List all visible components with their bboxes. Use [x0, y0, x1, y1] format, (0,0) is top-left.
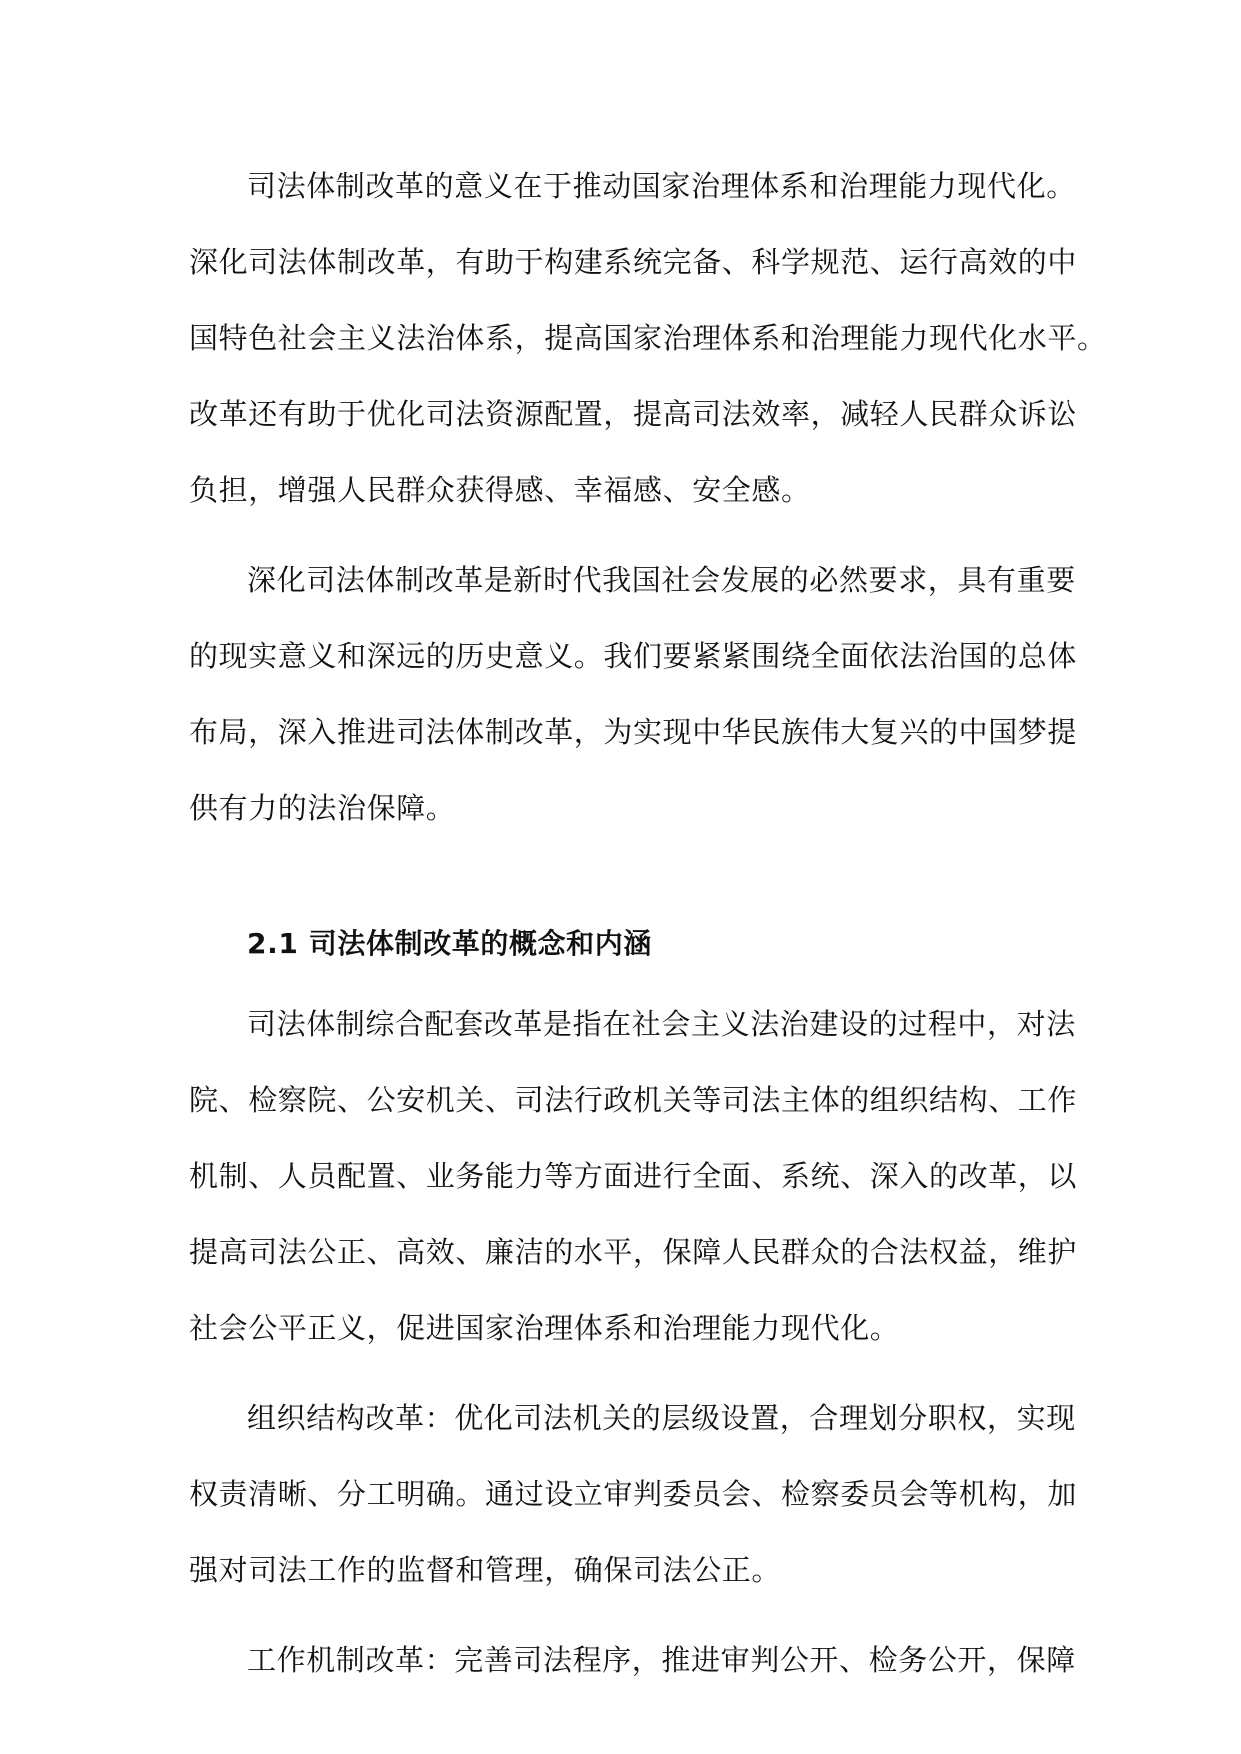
text-line: 改革还有助于优化司法资源配置，提高司法效率，减轻人民群众诉讼 — [189, 397, 1078, 431]
paragraph-definition — [189, 986, 1078, 1366]
text-line: 提高司法公正、高效、廉洁的水平，保障人民群众的合法权益，维护 — [189, 1235, 1078, 1269]
text-line: 强对司法工作的监督和管理，确保司法公正。 — [189, 1553, 782, 1587]
text-line: 院、检察院、公安机关、司法行政机关等司法主体的组织结构、工作 — [189, 1083, 1078, 1117]
text-line: 组织结构改革：优化司法机关的层级设置，合理划分职权，实现 — [247, 1401, 1076, 1435]
text-line: 深化司法体制改革，有助于构建系统完备、科学规范、运行高效的中 — [189, 245, 1078, 279]
paragraph-significance — [189, 148, 1107, 528]
text-line: 深化司法体制改革是新时代我国社会发展的必然要求，具有重要 — [247, 563, 1076, 597]
text-line: 机制、人员配置、业务能力等方面进行全面、系统、深入的改革，以 — [189, 1159, 1078, 1193]
text-line: 司法体制综合配套改革是指在社会主义法治建设的过程中，对法 — [247, 1007, 1076, 1041]
document-body — [189, 148, 1107, 1712]
text-line: 权责清晰、分工明确。通过设立审判委员会、检察委员会等机构，加 — [189, 1477, 1078, 1511]
text-line: 布局，深入推进司法体制改革，为实现中华民族伟大复兴的中国梦提 — [189, 715, 1078, 749]
text-line: 国特色社会主义法治体系，提高国家治理体系和治理能力现代化水平。 — [189, 321, 1107, 355]
text-line: 的现实意义和深远的历史意义。我们要紧紧围绕全面依法治国的总体 — [189, 639, 1078, 673]
text-line: 供有力的法治保障。 — [189, 791, 456, 825]
paragraph-requirement — [189, 542, 1078, 846]
section-heading: 2.1 司法体制改革的概念和内涵 — [247, 927, 652, 960]
text-line: 司法体制改革的意义在于推动国家治理体系和治理能力现代化。 — [247, 169, 1076, 203]
text-line: 社会公平正义，促进国家治理体系和治理能力现代化。 — [189, 1311, 900, 1345]
paragraph-mechanism-reform — [189, 1622, 1076, 1698]
text-line: 负担，增强人民群众获得感、幸福感、安全感。 — [189, 473, 811, 507]
paragraph-organization-reform — [189, 1380, 1078, 1608]
text-line: 工作机制改革：完善司法程序，推进审判公开、检务公开，保障 — [247, 1643, 1076, 1677]
